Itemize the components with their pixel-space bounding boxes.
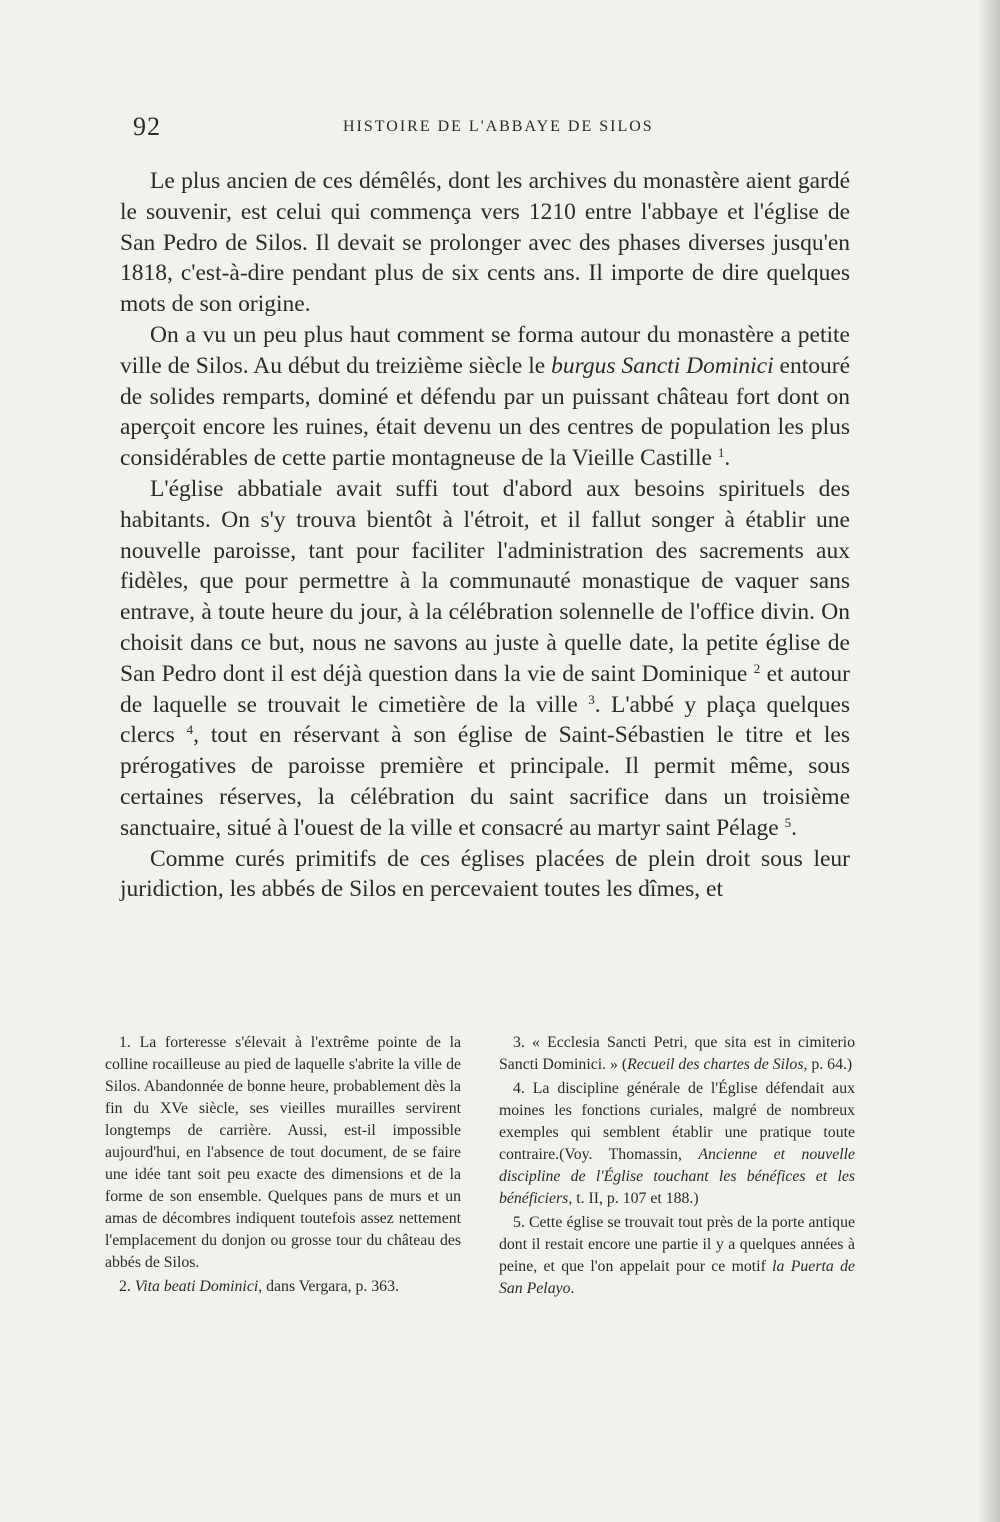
footnote-ref: 3 [588,691,595,707]
paragraph-text: . L'abbé y plaça quelques clercs [120,691,850,749]
footnote-ref: 1 [717,445,725,461]
footnote-text: 2. [119,1278,135,1295]
footnotes-right-column [499,1032,855,1302]
footnote-text: 4. La discipline générale de l'Église défendait aux moines les fonctions curiales, malgré de nombreux exemples qui semblent établir une pratique toute contraire.(Voy. Thomassin, [499,1080,855,1163]
footnote-text: , dans Vergara, p. 363. [258,1278,399,1295]
footnote-2 [105,1276,461,1298]
footnote-text: 5. Cette église se trouvait tout près de la porte antique dont il restait encore une partie il y a quelques années à peine, et que l'on appelait pour ce motif [499,1214,855,1275]
footnote-ref: 5 [784,814,792,830]
footnotes-left-column [105,1032,461,1302]
footnote-text: , t. II, p. 107 et 188.) [568,1190,699,1207]
footnote-text: 3. « Ecclesia Sancti Petri, que sita est in cimiterio Sancti Dominici. » ( [499,1034,855,1073]
page-number: 92 [133,112,161,141]
footnote-4 [499,1078,855,1210]
paragraph-4 [120,844,850,906]
footnote-citation: Vita beati Dominici [134,1278,259,1295]
paragraph-text: L'église abbatiale avait suffi tout d'abord aux besoins spirituels des habitants. On s'y trouva bientôt à l'étroit, et il fallut songer à établir une nouvelle paroisse, tant pour faciliter l'administration des sacrements aux fidèles, que pour permettre à la communauté monastique de vaquer sans entrave, à toute heure du jour, à la célébration solennelle de l'office divin. On choisit dans ce but, nous ne savons au juste à quelle date, la petite église de San Pedro dont il est déjà question dans la vie de saint Dominique [120,475,850,687]
paragraph-text: . [724,445,731,472]
paragraph-text: . [791,814,797,841]
running-title: HISTOIRE DE L'ABBAYE DE SILOS [343,118,654,135]
paragraph-text: On a vu un peu plus haut comment se forma autour du monastère a petite ville de Silos. Au début du treizième siècle le [120,321,850,379]
paragraph-text: Comme curés primitifs de ces églises placées de plein droit sous leur juridiction, les abbés de Silos en percevaient toutes les dîmes, et [120,845,850,903]
paragraph-2 [120,320,850,474]
paragraph-text: Le plus ancien de ces démêlés, dont les archives du monastère aient gardé le souvenir, est celui qui commença vers 1210 entre l'abbaye et l'église de San Pedro de Silos. Il devait se prolonger avec des phases diverses jusqu'en 1818, c'est-à-dire pendant plus de six cents ans. Il importe de dire quelques mots de son origine. [120,168,850,318]
main-text [120,166,850,905]
footnote-ref: 2 [753,660,761,676]
footnotes [105,1032,855,1302]
footnote-citation: Ancienne et nouvelle discipline de l'Église touchant les bénéfices et les bénéficiers [499,1146,855,1207]
footnote-5 [499,1212,855,1300]
footnote-1 [105,1032,461,1274]
footnote-citation: la Puerta de San Pelayo [499,1258,855,1297]
book-spine-shadow [978,0,1000,1522]
footnote-ref: 4 [186,722,194,738]
paragraph-text: , tout en réservant à son église de Saint-Sébastien le titre et les prérogatives de paroisse première et principale. Il permit même, sous certaines réserves, la célébration du saint sacrifice dans un troisième sanctuaire, situé à l'ouest de la ville et consacré au martyr saint Pélage [120,722,850,841]
footnote-text: . [570,1280,575,1297]
footnote-3 [499,1032,855,1076]
footnote-text: , p. 64.) [803,1056,853,1073]
latin-phrase: burgus Sancti Dominici [551,352,774,379]
footnote-text: 1. La forteresse s'élevait à l'extrême pointe de la colline rocailleuse au pied de laquelle s'abrite la ville de Silos. Abandonnée de bonne heure, probablement dès la fin du XVe siècle, ses vieilles murailles servirent longtemps de carrière. Aussi, est-il impossible aujourd'hui, en l'absence de tout document, de se faire une idée tant soit peu exacte des dimensions et de la forme de son ensemble. Quelques pans de murs et un amas de décombres indiquent toutefois assez nettement l'emplacement du donjon ou grosse tour du château des abbés de Silos. [105,1034,461,1271]
page-header [133,112,849,146]
paragraph-text: entouré de solides remparts, dominé et défendu par un puissant château fort dont on aperçoit encore les ruines, était devenu un des centres de population les plus considérables de cette partie montagneuse de la Vieille Castille [120,352,850,472]
footnote-citation: Recueil des chartes de Silos [627,1056,804,1073]
paragraph-text: et autour de laquelle se trouvait le cimetière de la ville [120,660,850,718]
paragraph-1 [120,166,850,320]
paragraph-3 [120,474,850,844]
